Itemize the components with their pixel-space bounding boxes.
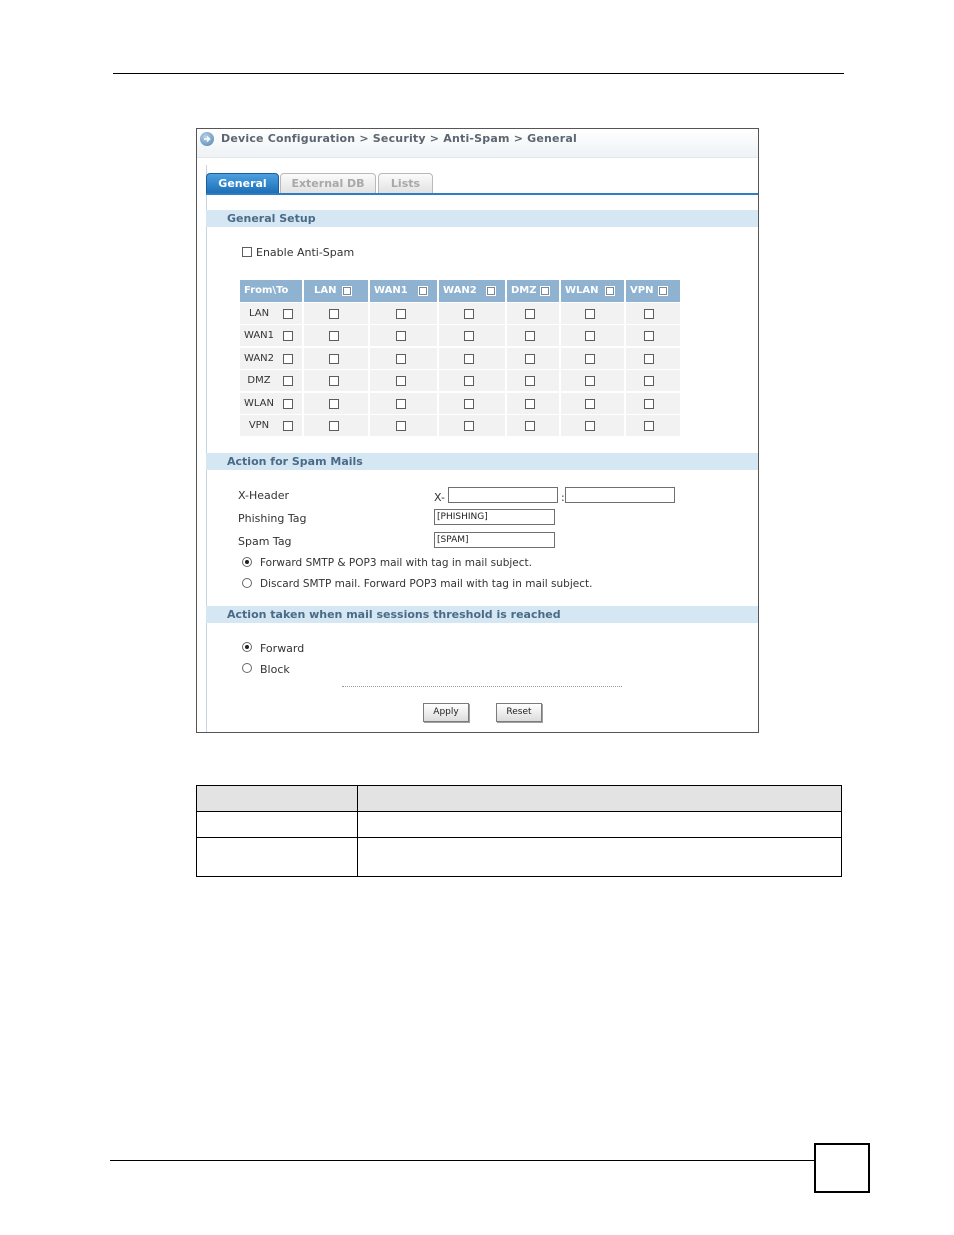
column-checkbox-dmz[interactable] [540,286,550,296]
x-header-prefix: X- [434,491,445,504]
cell-checkbox[interactable] [464,354,474,364]
cell-checkbox[interactable] [464,421,474,431]
cell-checkbox[interactable] [644,421,654,431]
apply-button[interactable]: Apply [423,703,469,722]
cell-checkbox[interactable] [464,376,474,386]
column-label: WLAN [565,285,599,296]
enable-anti-spam-checkbox[interactable] [242,247,252,257]
row-checkbox-wlan[interactable] [283,399,293,409]
table-row [197,838,842,877]
cell-checkbox[interactable] [329,399,339,409]
cell-checkbox[interactable] [585,354,595,364]
section-action-spam: Action for Spam Mails [206,453,758,470]
matrix-corner-header: From\To [240,280,302,302]
breadcrumb: Device Configuration > Security > Anti-Spam > General [221,132,577,145]
matrix-row-vpn [240,415,680,437]
cell-checkbox[interactable] [585,421,595,431]
cell-checkbox[interactable] [396,376,406,386]
cell-checkbox[interactable] [644,309,654,319]
cell-checkbox[interactable] [585,331,595,341]
column-header-dmz [507,280,559,302]
matrix-row-wlan [240,393,680,415]
x-header-value-input[interactable] [565,487,675,503]
cell-checkbox[interactable] [525,354,535,364]
discard-smtp-label: Discard SMTP mail. Forward POP3 mail with tag in mail subject. [260,578,593,590]
phishing-tag-input[interactable]: [PHISHING] [434,509,555,525]
forward-smtp-pop3-radio[interactable] [242,557,252,567]
row-checkbox-wan1[interactable] [283,331,293,341]
column-header-wan2 [439,280,505,302]
column-header-lan [304,280,368,302]
cell-checkbox[interactable] [396,331,406,341]
header-rule [113,73,844,74]
column-checkbox-lan[interactable] [342,286,352,296]
cell-checkbox[interactable] [644,331,654,341]
column-header-wlan [561,280,624,302]
table-cell [197,812,358,838]
table-cell [358,812,842,838]
column-checkbox-vpn[interactable] [658,286,668,296]
footer-rule [110,1160,815,1161]
x-header-separator: : [561,491,565,504]
field-description-table [196,785,842,877]
column-header-vpn [626,280,680,302]
row-checkbox-lan[interactable] [283,309,293,319]
spam-tag-label: Spam Tag [238,535,292,548]
tab-underline [206,193,758,195]
divider [342,686,622,687]
matrix-row-wan2 [240,348,680,370]
row-checkbox-dmz[interactable] [283,376,293,386]
forward-smtp-pop3-label: Forward SMTP & POP3 mail with tag in mail subject. [260,557,532,569]
phishing-tag-label: Phishing Tag [238,512,307,525]
forward-radio[interactable] [242,642,252,652]
column-label: DMZ [511,285,537,296]
cell-checkbox[interactable] [464,399,474,409]
table-cell [358,838,842,877]
column-label: WAN1 [374,285,408,296]
forward-label: Forward [260,642,305,655]
table-cell [197,786,358,812]
matrix-row-dmz [240,370,680,392]
tab-general[interactable]: General [206,173,279,194]
anti-spam-general-window [196,128,759,733]
cell-checkbox[interactable] [525,376,535,386]
row-label: WAN1 [243,330,275,341]
cell-checkbox[interactable] [329,376,339,386]
cell-checkbox[interactable] [464,331,474,341]
cell-checkbox[interactable] [396,421,406,431]
cell-checkbox[interactable] [464,309,474,319]
row-checkbox-wan2[interactable] [283,354,293,364]
column-checkbox-wlan[interactable] [605,286,615,296]
section-general-setup: General Setup [206,210,758,227]
cell-checkbox[interactable] [644,376,654,386]
row-label: WLAN [243,398,274,409]
column-header-wan1 [370,280,437,302]
cell-checkbox[interactable] [525,309,535,319]
cell-checkbox[interactable] [396,309,406,319]
cell-checkbox[interactable] [585,376,595,386]
column-checkbox-wan2[interactable] [486,286,496,296]
cell-checkbox[interactable] [329,354,339,364]
row-label: VPN [248,420,270,431]
block-radio[interactable] [242,663,252,673]
matrix-row-wan1 [240,325,680,347]
block-label: Block [260,663,290,676]
column-label: LAN [314,285,337,296]
arrow-circle-icon [200,132,214,146]
table-cell [197,838,358,877]
row-label: DMZ [247,375,271,386]
cell-checkbox[interactable] [525,399,535,409]
zone-matrix [240,280,680,438]
cell-checkbox[interactable] [396,399,406,409]
column-checkbox-wan1[interactable] [418,286,428,296]
cell-checkbox[interactable] [525,421,535,431]
tab-lists[interactable]: Lists [378,173,433,194]
reset-button[interactable]: Reset [496,703,542,722]
cell-checkbox[interactable] [329,309,339,319]
page-number-box [814,1143,870,1193]
row-label: LAN [248,308,270,319]
discard-smtp-radio[interactable] [242,578,252,588]
table-row [197,812,842,838]
left-border [206,165,207,732]
row-label: WAN2 [243,353,275,364]
table-header-row [197,786,842,812]
cell-checkbox[interactable] [585,399,595,409]
table-cell [358,786,842,812]
cell-checkbox[interactable] [329,331,339,341]
matrix-row-lan [240,303,680,325]
enable-anti-spam-label: Enable Anti-Spam [256,246,355,259]
x-header-label: X-Header [238,489,290,502]
tab-external-db[interactable]: External DB [280,173,376,194]
column-label: VPN [630,285,654,296]
breadcrumb-bar [197,129,758,158]
x-header-name-input[interactable] [448,487,558,503]
cell-checkbox[interactable] [329,421,339,431]
spam-tag-input[interactable]: [SPAM] [434,532,555,548]
column-label: WAN2 [443,285,477,296]
section-action-threshold: Action taken when mail sessions threshold is reached [206,606,758,623]
cell-checkbox[interactable] [644,354,654,364]
cell-checkbox[interactable] [585,309,595,319]
row-checkbox-vpn[interactable] [283,421,293,431]
cell-checkbox[interactable] [396,354,406,364]
cell-checkbox[interactable] [525,331,535,341]
cell-checkbox[interactable] [644,399,654,409]
